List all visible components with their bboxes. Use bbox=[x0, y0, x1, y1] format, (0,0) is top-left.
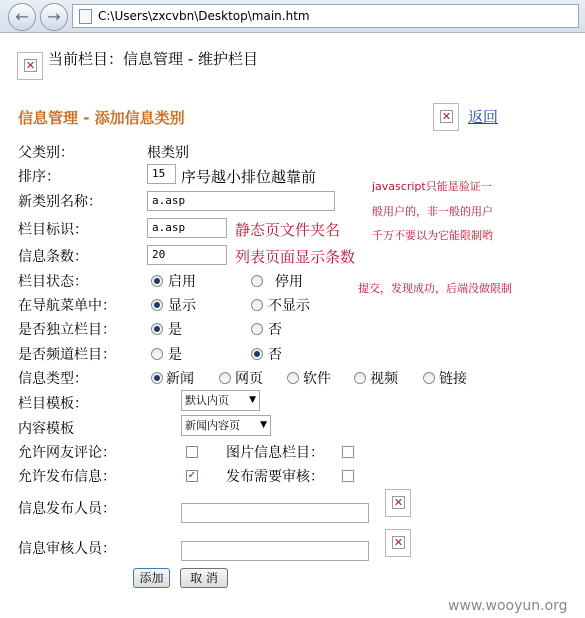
broken-image-icon[interactable]: ✕ bbox=[385, 529, 411, 557]
type-video-radio[interactable] bbox=[354, 372, 366, 384]
chevron-down-icon: ▼ bbox=[249, 395, 256, 405]
content-template-select-value: 新闻内容页 bbox=[185, 419, 240, 432]
forward-arrow-icon[interactable]: → bbox=[40, 3, 68, 31]
image-col-label: 图片信息栏目： bbox=[226, 445, 324, 461]
channel-no-label: 否 bbox=[268, 347, 282, 363]
name-label: 新类别名称： bbox=[18, 194, 102, 210]
indep-yes-label: 是 bbox=[168, 322, 182, 338]
type-news-label: 新闻 bbox=[166, 371, 194, 387]
audit-label: 发布需要审核： bbox=[226, 469, 324, 485]
publish-checkbox[interactable]: ✓ bbox=[187, 470, 197, 481]
channel-yes-label: 是 bbox=[168, 347, 182, 363]
template-label: 栏目模板： bbox=[18, 396, 88, 412]
annotation-line-2: 般用户的，非一般的用户 bbox=[372, 205, 493, 218]
template-select[interactable] bbox=[181, 390, 260, 411]
type-video-label: 视频 bbox=[370, 371, 398, 387]
publisher-input[interactable] bbox=[181, 503, 369, 523]
nav-hide-radio[interactable] bbox=[251, 299, 263, 311]
indep-no-radio[interactable] bbox=[251, 323, 263, 335]
order-input[interactable]: 15 bbox=[147, 164, 176, 184]
order-label: 排序： bbox=[18, 169, 60, 185]
auditor-label: 信息审核人员： bbox=[18, 541, 116, 557]
content-template-label: 内容模板 bbox=[18, 421, 74, 437]
name-input[interactable]: a.asp bbox=[147, 191, 335, 211]
type-news-radio[interactable] bbox=[151, 372, 163, 384]
address-bar[interactable] bbox=[72, 4, 579, 28]
indep-label: 是否独立栏目： bbox=[18, 322, 116, 338]
annotation-line-4: 提交，发现成功，后端没做限制 bbox=[358, 282, 512, 295]
indep-yes-radio[interactable] bbox=[151, 323, 163, 335]
channel-no-radio[interactable] bbox=[251, 348, 263, 360]
channel-label: 是否频道栏目： bbox=[18, 347, 116, 363]
page-icon bbox=[79, 9, 92, 24]
audit-checkbox[interactable] bbox=[342, 470, 354, 482]
mark-input[interactable]: a.asp bbox=[147, 218, 227, 238]
parent-label: 父类别： bbox=[18, 145, 74, 161]
type-web-label: 网页 bbox=[235, 371, 263, 387]
order-hint: 序号越小排位越靠前 bbox=[181, 168, 317, 186]
section-title: 信息管理 - 添加信息类别 bbox=[18, 109, 185, 127]
template-select-value: 默认内页 bbox=[185, 394, 229, 407]
auditor-input[interactable] bbox=[181, 541, 369, 561]
watermark: www.wooyun.org bbox=[448, 598, 568, 614]
broken-image-icon: ✕ bbox=[17, 52, 43, 80]
broken-image-icon[interactable]: ✕ bbox=[385, 489, 411, 517]
address-text: C:\Users\zxcvbn\Desktop\main.htm bbox=[98, 9, 310, 23]
back-arrow-icon[interactable]: ← bbox=[8, 3, 36, 31]
count-hint: 列表页面显示条数 bbox=[235, 248, 356, 266]
mark-label: 栏目标识： bbox=[18, 222, 88, 238]
back-link[interactable]: 返回 bbox=[468, 108, 499, 126]
nav-show-label: 显示 bbox=[168, 298, 196, 314]
image-col-checkbox[interactable] bbox=[342, 446, 354, 458]
nav-hide-label: 不显示 bbox=[268, 298, 310, 314]
count-input[interactable]: 20 bbox=[147, 245, 227, 265]
count-label: 信息条数： bbox=[18, 249, 88, 265]
browser-toolbar bbox=[0, 0, 585, 33]
type-software-radio[interactable] bbox=[287, 372, 299, 384]
publish-label: 允许发布信息： bbox=[18, 469, 116, 485]
status-on-radio[interactable] bbox=[151, 275, 163, 287]
cancel-button[interactable]: 取 消 bbox=[180, 568, 228, 588]
type-software-label: 软件 bbox=[303, 371, 331, 387]
chevron-down-icon: ▼ bbox=[260, 420, 267, 430]
mark-hint: 静态页文件夹名 bbox=[235, 221, 341, 239]
status-on-label: 启用 bbox=[168, 274, 196, 290]
parent-value: 根类别 bbox=[147, 145, 189, 161]
type-link-radio[interactable] bbox=[423, 372, 435, 384]
annotation-line-3: 千万不要以为它能限制哟 bbox=[372, 229, 493, 242]
comment-label: 允许网友评论： bbox=[18, 445, 116, 461]
type-label: 信息类型： bbox=[18, 371, 88, 387]
current-location: 当前栏目：信息管理 - 维护栏目 bbox=[48, 50, 258, 68]
nav-label: 在导航菜单中： bbox=[18, 298, 116, 314]
type-link-label: 链接 bbox=[439, 371, 467, 387]
publisher-label: 信息发布人员： bbox=[18, 501, 116, 517]
nav-show-radio[interactable] bbox=[151, 299, 163, 311]
indep-no-label: 否 bbox=[268, 322, 282, 338]
comment-checkbox[interactable] bbox=[186, 446, 198, 458]
channel-yes-radio[interactable] bbox=[151, 348, 163, 360]
add-button[interactable]: 添加 bbox=[133, 568, 170, 588]
status-off-label: 停用 bbox=[275, 274, 303, 290]
broken-image-icon: ✕ bbox=[433, 103, 459, 131]
type-web-radio[interactable] bbox=[219, 372, 231, 384]
content-template-select[interactable] bbox=[181, 415, 271, 436]
status-label: 栏目状态： bbox=[18, 274, 88, 290]
annotation-line-1: javascript只能是验证一 bbox=[372, 180, 492, 193]
status-off-radio[interactable] bbox=[251, 275, 263, 287]
